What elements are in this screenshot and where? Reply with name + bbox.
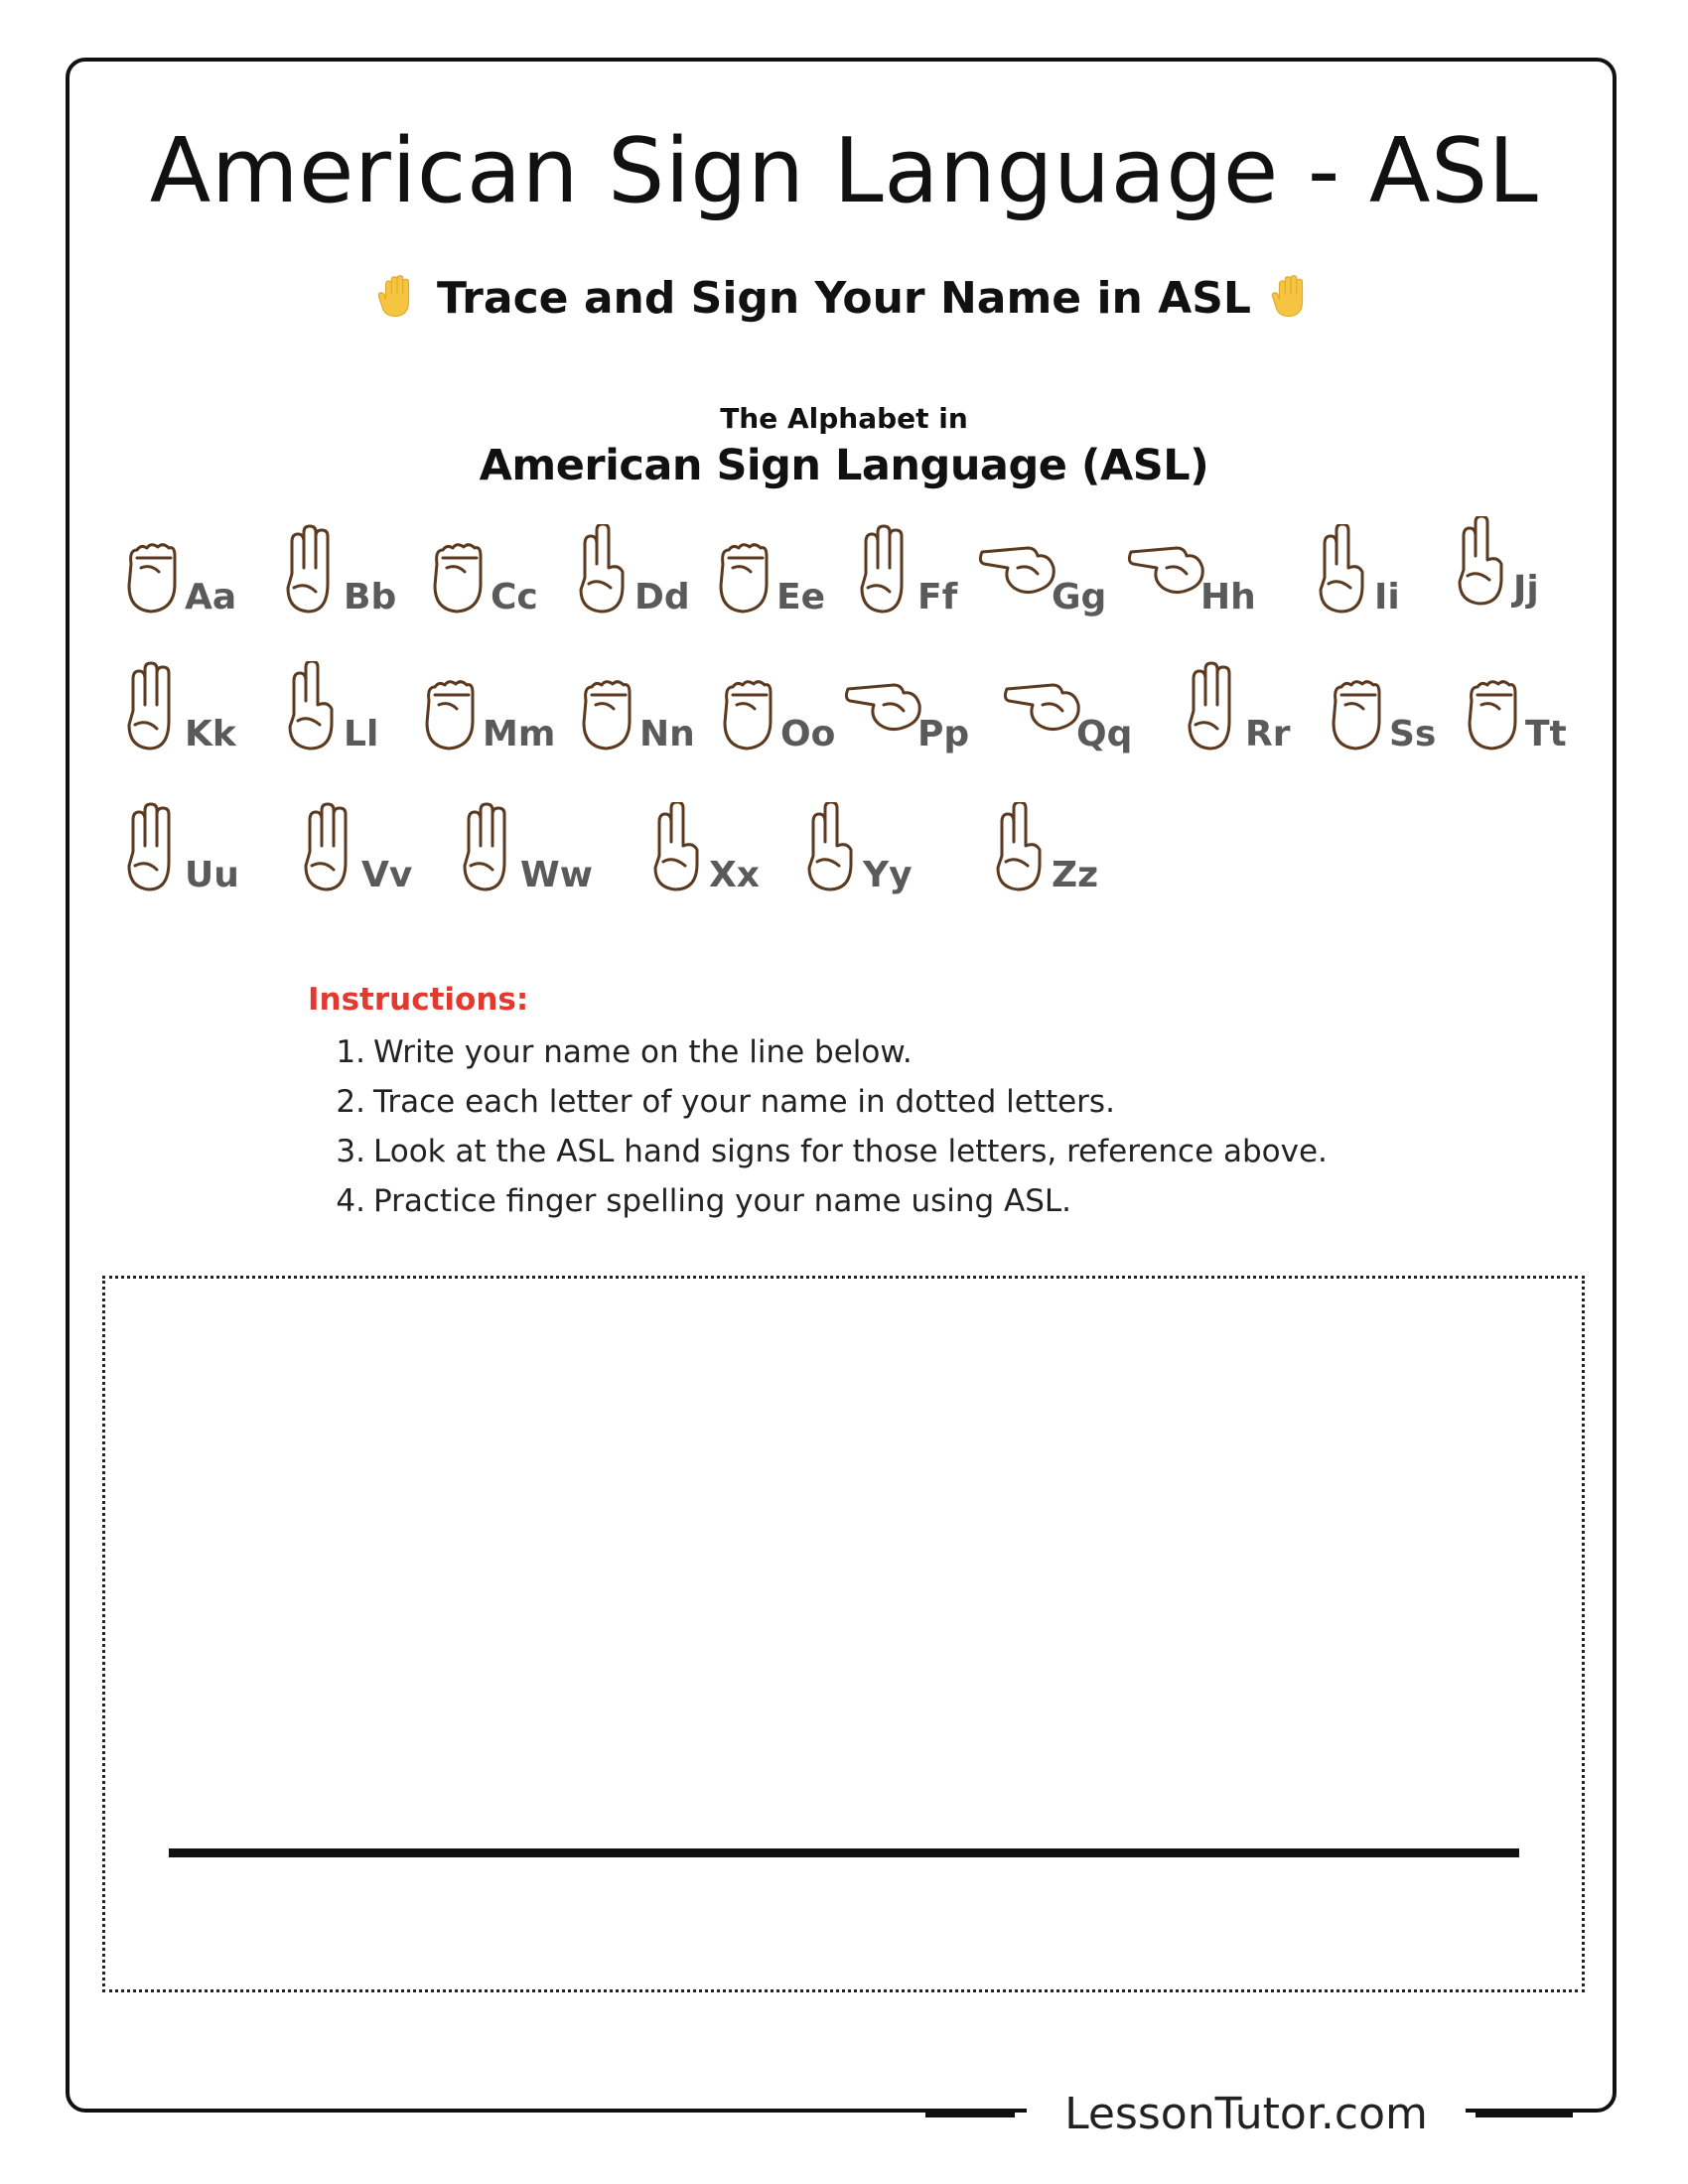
asl-sign-v bbox=[288, 802, 437, 911]
name-writing-line bbox=[169, 1848, 1519, 1857]
asl-sign-k bbox=[111, 661, 260, 770]
instruction-item: 2. Trace each letter of your name in dotted letters. bbox=[336, 1084, 1115, 1120]
name-tracing-box[interactable] bbox=[102, 1276, 1585, 1992]
asl-sign-j bbox=[1440, 516, 1589, 625]
asl-sign-m bbox=[409, 661, 558, 770]
sign-letter-label: Ss bbox=[1389, 714, 1437, 754]
asl-sign-c bbox=[417, 524, 566, 633]
sign-letter-label: Jj bbox=[1513, 569, 1539, 610]
sign-letter-label: Yy bbox=[863, 855, 913, 895]
page-subtitle bbox=[0, 273, 1688, 324]
instruction-item: 4. Practice finger spelling your name using ASL. bbox=[336, 1183, 1072, 1219]
sign-letter-label: Ll bbox=[344, 714, 379, 754]
asl-sign-r bbox=[1172, 661, 1321, 770]
sign-letter-label: Ii bbox=[1374, 577, 1400, 617]
asl-sign-u bbox=[111, 802, 260, 911]
instructions-list bbox=[328, 1034, 1328, 1233]
asl-sign-a bbox=[111, 524, 260, 633]
sign-letter-label: Cc bbox=[491, 577, 538, 617]
sign-letter-label: Qq bbox=[1076, 714, 1133, 754]
sign-letter-label: Ww bbox=[520, 855, 593, 895]
instruction-item: 1. Write your name on the line below. bbox=[336, 1034, 913, 1070]
footer-rule-right bbox=[1476, 2113, 1573, 2117]
asl-sign-e bbox=[703, 524, 852, 633]
sign-letter-label: Ee bbox=[776, 577, 826, 617]
sign-letter-label: Tt bbox=[1525, 714, 1567, 754]
sign-letter-label: Bb bbox=[344, 577, 397, 617]
subtitle-text: Trace and Sign Your Name in ASL bbox=[437, 273, 1251, 324]
sign-letter-label: Oo bbox=[780, 714, 836, 754]
asl-sign-q bbox=[1003, 661, 1152, 770]
asl-sign-w bbox=[447, 802, 596, 911]
asl-sign-h bbox=[1127, 524, 1276, 633]
sign-letter-label: Vv bbox=[361, 855, 413, 895]
sign-letter-label: Rr bbox=[1245, 714, 1291, 754]
alphabet-title: American Sign Language (ASL) bbox=[479, 441, 1209, 490]
sign-letter-label: Hh bbox=[1200, 577, 1256, 617]
asl-sign-s bbox=[1316, 661, 1465, 770]
sign-letter-label: Kk bbox=[185, 714, 236, 754]
sign-letter-label: Aa bbox=[185, 577, 237, 617]
instructions-heading: Instructions: bbox=[308, 982, 529, 1018]
footer-brand: LessonTutor.com bbox=[1027, 2093, 1466, 2136]
asl-sign-n bbox=[566, 661, 715, 770]
asl-sign-o bbox=[707, 661, 856, 770]
instruction-item: 3. Look at the ASL hand signs for those letters, reference above. bbox=[336, 1134, 1328, 1169]
sign-letter-label: Ff bbox=[917, 577, 958, 617]
asl-sign-y bbox=[789, 802, 938, 911]
asl-sign-l bbox=[270, 661, 419, 770]
sign-letter-label: Uu bbox=[185, 855, 239, 895]
asl-sign-z bbox=[978, 802, 1127, 911]
sign-letter-label: Nn bbox=[639, 714, 695, 754]
raised-hand-icon bbox=[374, 274, 420, 320]
raised-hand-icon bbox=[1268, 274, 1314, 320]
sign-letter-label: Dd bbox=[634, 577, 690, 617]
asl-sign-x bbox=[635, 802, 784, 911]
sign-letter-label: Xx bbox=[709, 855, 760, 895]
asl-sign-g bbox=[978, 524, 1127, 633]
sign-letter-label: Gg bbox=[1052, 577, 1107, 617]
footer-rule-left bbox=[925, 2113, 1015, 2117]
sign-letter-label: Zz bbox=[1052, 855, 1099, 895]
asl-sign-t bbox=[1452, 661, 1601, 770]
asl-sign-i bbox=[1301, 524, 1450, 633]
asl-sign-f bbox=[844, 524, 993, 633]
asl-sign-b bbox=[270, 524, 419, 633]
page-title: American Sign Language - ASL bbox=[149, 119, 1539, 223]
alphabet-kicker: The Alphabet in bbox=[720, 402, 968, 435]
asl-sign-d bbox=[561, 524, 710, 633]
sign-letter-label: Mm bbox=[483, 714, 556, 754]
asl-sign-p bbox=[844, 661, 993, 770]
sign-letter-label: Pp bbox=[917, 714, 970, 754]
